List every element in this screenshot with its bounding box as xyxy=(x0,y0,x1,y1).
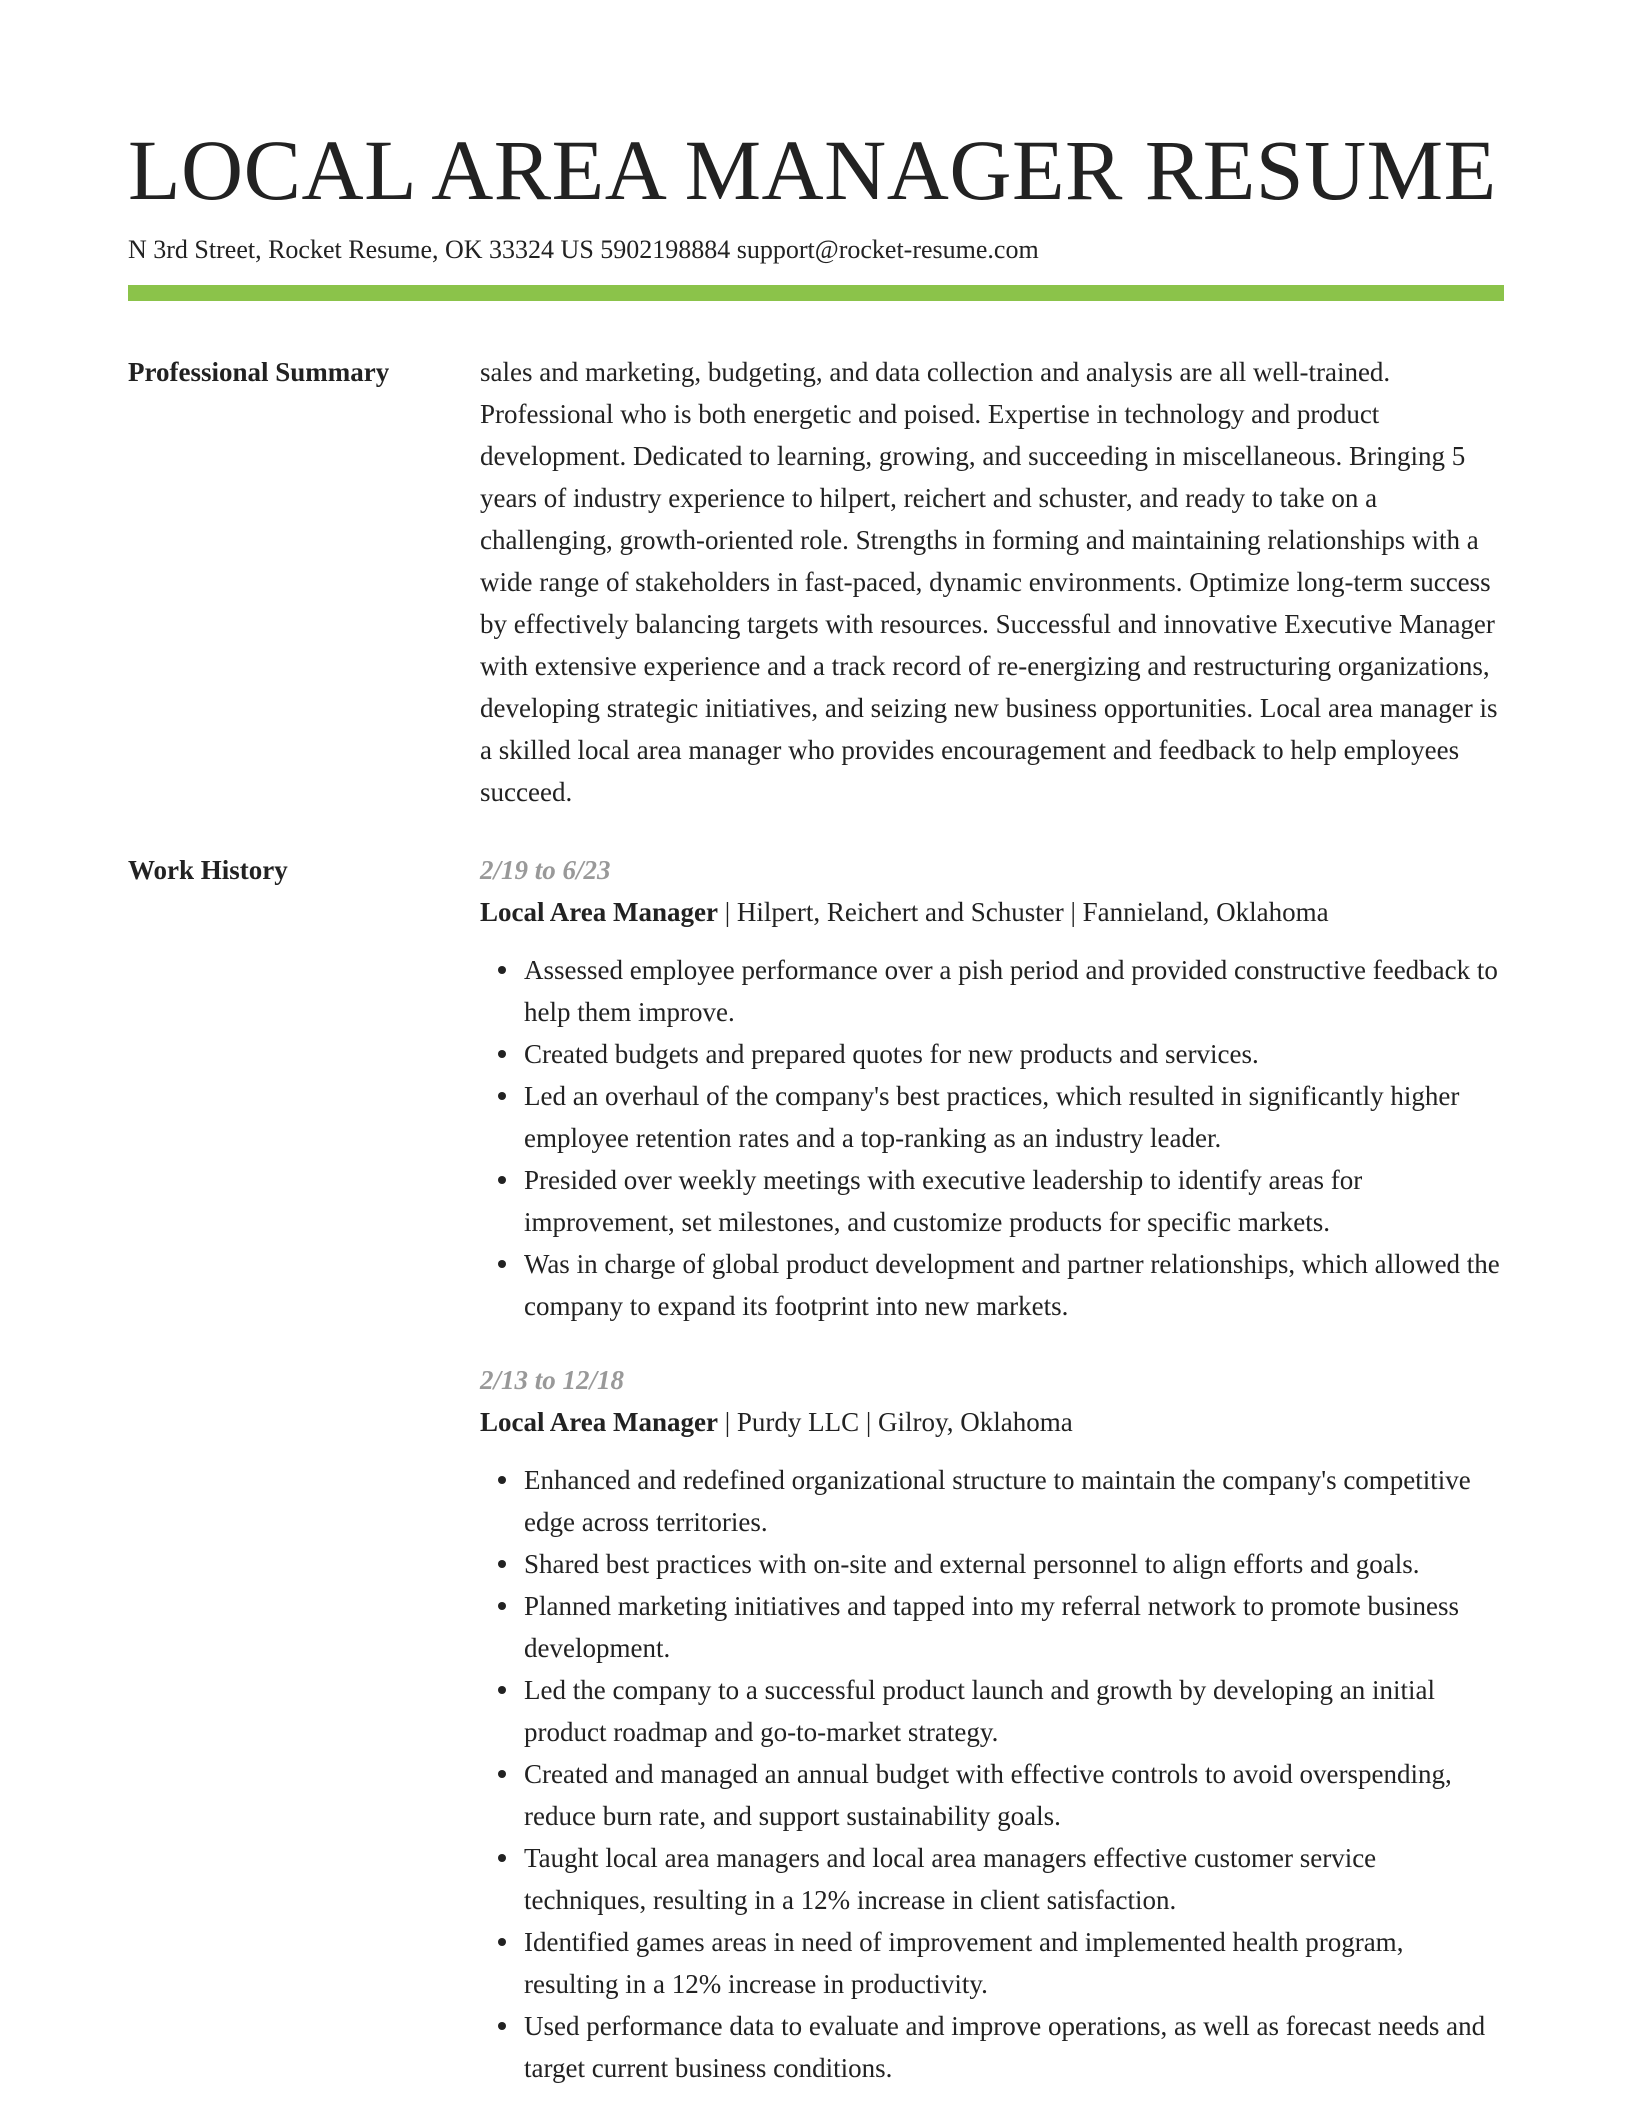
job-heading xyxy=(480,1401,1504,1443)
bullet-item: Presided over weekly meetings with executive leadership to identify areas for improvement, set milestones, and customize products for specific markets. xyxy=(524,1159,1504,1243)
bullet-item: Led an overhaul of the company's best practices, which resulted in significantly higher employee retention rates and a top-ranking as an industry leader. xyxy=(524,1075,1504,1159)
bullet-item: Enhanced and redefined organizational structure to maintain the company's competitive edge across territories. xyxy=(524,1459,1504,1543)
bullet-item: Assessed employee performance over a pish period and provided constructive feedback to help them improve. xyxy=(524,949,1504,1033)
contact-info: N 3rd Street, Rocket Resume, OK 33324 US 5902198884 support@rocket-resume.com xyxy=(128,235,1039,264)
job-title: Local Area Manager xyxy=(480,897,718,927)
section-label: Professional Summary xyxy=(128,357,390,387)
resume-title: LOCAL AREA MANAGER RESUME xyxy=(128,122,1497,218)
bullet-item: Taught local area managers and local area managers effective customer service techniques, resulting in a 12% increase in client satisfaction. xyxy=(524,1837,1504,1921)
bullet-item: Created budgets and prepared quotes for new products and services. xyxy=(524,1033,1504,1075)
work-history-section xyxy=(128,849,1504,2121)
bullet-item: Used performance data to evaluate and improve operations, as well as forecast needs and target current business conditions. xyxy=(524,2005,1504,2089)
bullet-item: Shared best practices with on-site and external personnel to align efforts and goals. xyxy=(524,1543,1504,1585)
job-bullets xyxy=(480,949,1504,1327)
job-title: Local Area Manager xyxy=(480,1407,718,1437)
job-heading xyxy=(480,891,1504,933)
bullet-item: Created and managed an annual budget with effective controls to avoid overspending, reduce burn rate, and support sustainability goals. xyxy=(524,1753,1504,1837)
bullet-item: Planned marketing initiatives and tapped into my referral network to promote business development. xyxy=(524,1585,1504,1669)
job-dates: 2/13 to 12/18 xyxy=(480,1365,625,1395)
job-list xyxy=(480,849,1504,2121)
job-details: | Purdy LLC | Gilroy, Oklahoma xyxy=(717,1407,1073,1437)
section-label: Work History xyxy=(128,855,288,885)
bullet-item: Led the company to a successful product launch and growth by developing an initial product roadmap and go-to-market strategy. xyxy=(524,1669,1504,1753)
bullet-item: Identified games areas in need of improvement and implemented health program, resulting in a 12% increase in productivity. xyxy=(524,1921,1504,2005)
job-entry xyxy=(480,849,1504,1327)
resume-page xyxy=(128,118,1504,2121)
accent-divider xyxy=(128,285,1504,301)
job-details: | Hilpert, Reichert and Schuster | Fannieland, Oklahoma xyxy=(717,897,1329,927)
professional-summary-section xyxy=(128,351,1504,813)
bullet-item: Was in charge of global product development and partner relationships, which allowed the company to expand its footprint into new markets. xyxy=(524,1243,1504,1327)
job-bullets xyxy=(480,1459,1504,2089)
job-entry xyxy=(480,1359,1504,2089)
summary-text: sales and marketing, budgeting, and data collection and analysis are all well-trained. Professional who is both energetic and poised. Expertise in technology and product development. Dedicated to learning, growing, and succeeding in miscellaneous. Bringing 5 years of industry experience to hilpert, reichert and schuster, and ready to take on a challenging, growth-oriented role. Strengths in forming and maintaining relationships with a wide range of stakeholders in fast-paced, dynamic environments. Optimize long-term success by effectively balancing targets with resources. Successful and innovative Executive Manager with extensive experience and a track record of re-energizing and restructuring organizations, developing strategic initiatives, and seizing new business opportunities. Local area manager is a skilled local area manager who provides encouragement and feedback to help employees succeed. xyxy=(480,357,1498,807)
job-dates: 2/19 to 6/23 xyxy=(480,855,611,885)
